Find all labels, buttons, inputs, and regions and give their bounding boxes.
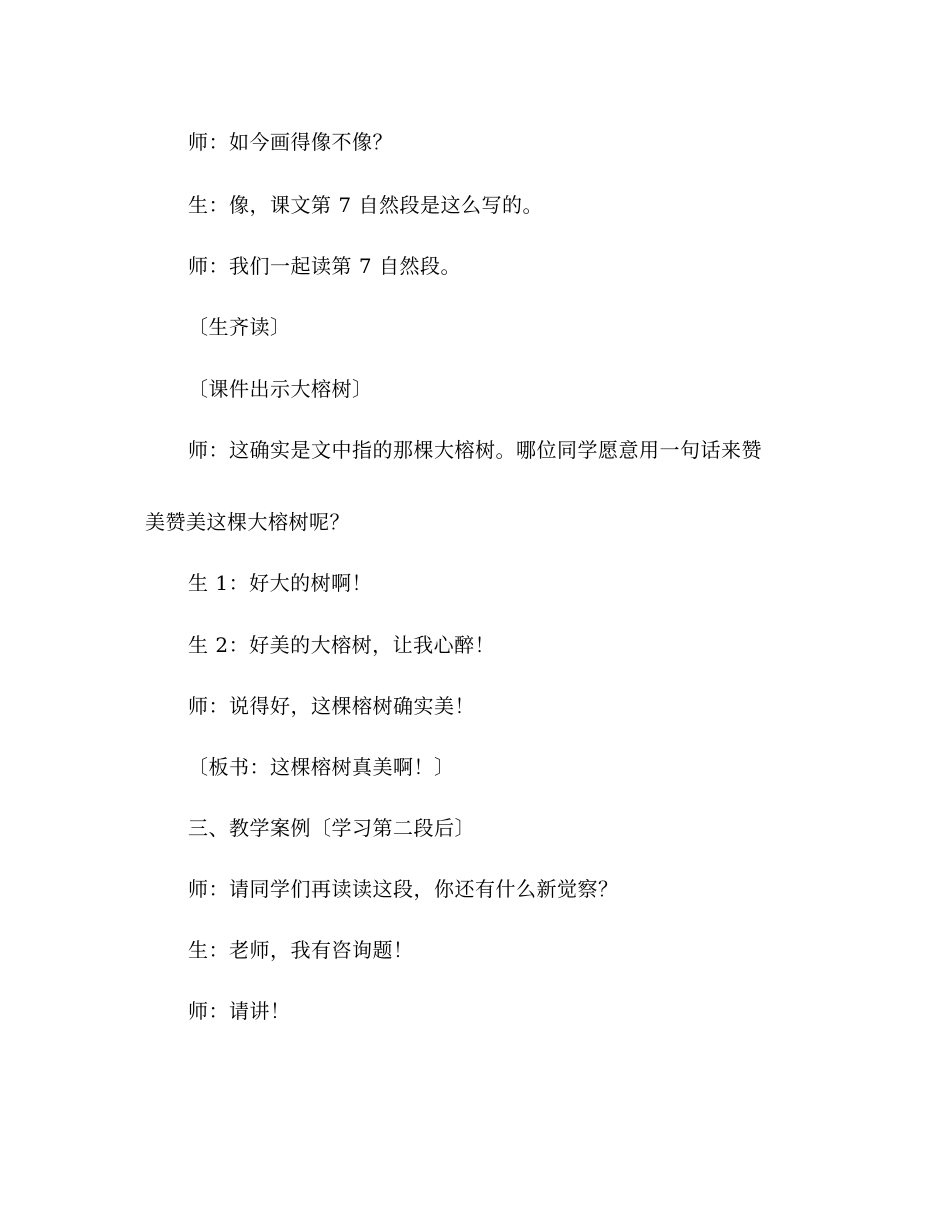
dialogue-line-student: 生 1：好大的树啊！ bbox=[188, 571, 373, 595]
dialogue-line-teacher: 师：如今画得像不像？ bbox=[188, 130, 393, 154]
stage-direction: 〔课件出示大榕树〕 bbox=[188, 377, 373, 401]
dialogue-line-student: 生：老师，我有咨询题！ bbox=[188, 938, 414, 962]
dialogue-line-teacher: 师：请同学们再读读这段，你还有什么新觉察？ bbox=[188, 877, 619, 901]
stage-direction: 〔生齐读〕 bbox=[188, 315, 291, 339]
dialogue-line-teacher: 师：请讲！ bbox=[188, 999, 291, 1023]
blackboard-note: 〔板书：这棵榕树真美啊！〕 bbox=[188, 755, 455, 779]
dialogue-line-teacher: 师：这确实是文中指的那棵大榕树。哪位同学愿意用一句话来赞 bbox=[188, 438, 762, 462]
dialogue-line-continuation: 美赞美这棵大榕树呢？ bbox=[145, 510, 350, 534]
dialogue-line-student: 生：像，课文第 7 自然段是这么写的。 bbox=[188, 193, 543, 217]
dialogue-line-teacher: 师：说得好，这棵榕树确实美！ bbox=[188, 694, 475, 718]
dialogue-line-student: 生 2：好美的大榕树，让我心醉！ bbox=[188, 633, 496, 657]
dialogue-line-teacher: 师：我们一起读第 7 自然段。 bbox=[188, 254, 461, 278]
section-heading: 三、教学案例〔学习第二段后〕 bbox=[188, 816, 475, 840]
